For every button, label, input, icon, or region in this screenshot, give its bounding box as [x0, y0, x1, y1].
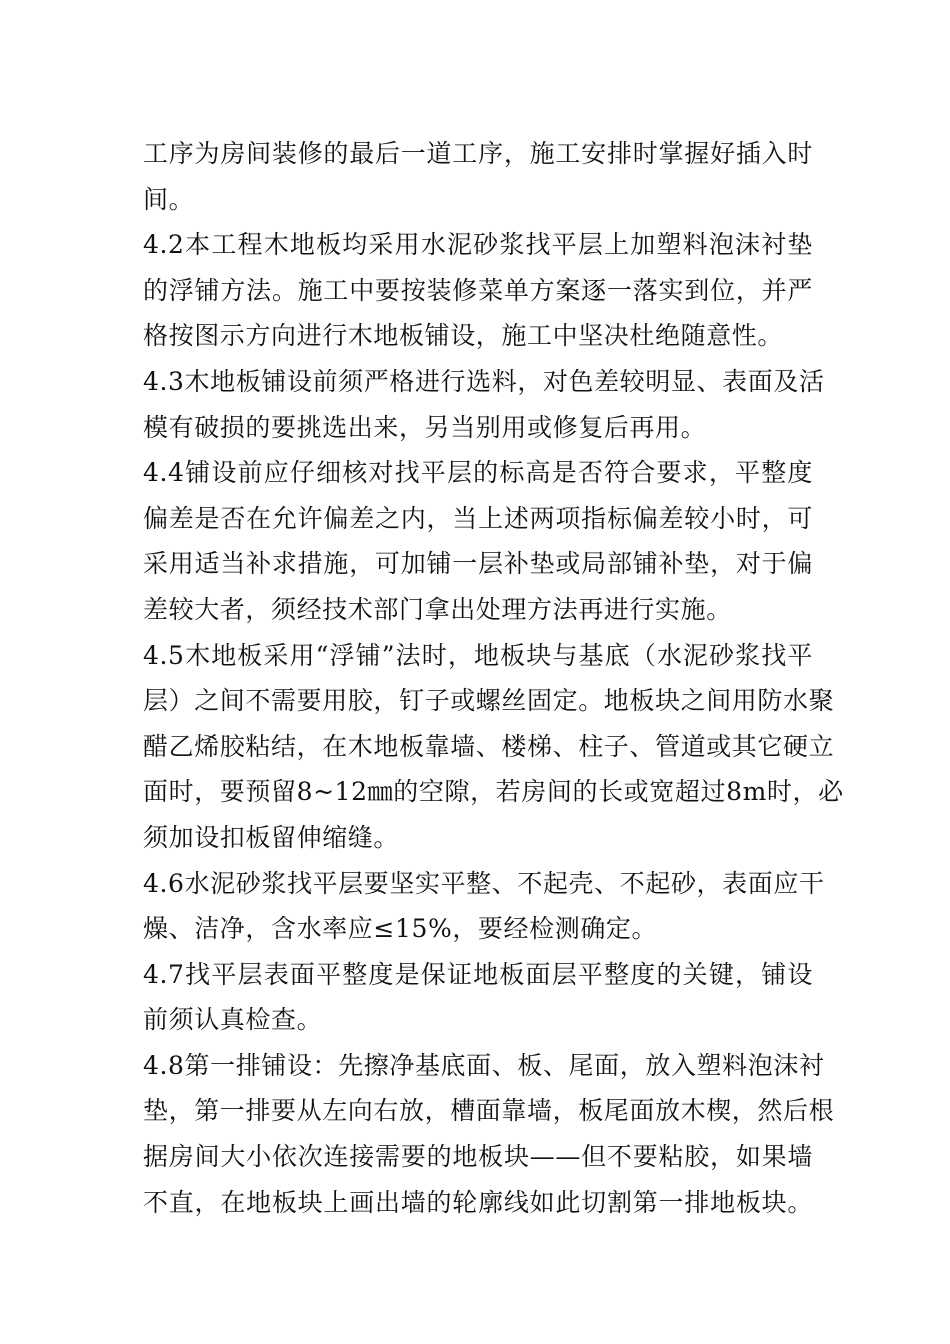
text-line-8: 4.4铺设前应仔细核对找平层的标高是否符合要求，平整度	[143, 458, 813, 488]
text-line-5: 格按图示方向进行木地板铺设，施工中坚决杜绝随意性。	[143, 321, 784, 351]
text-line-11: 差较大者，须经技术部门拿出处理方法再进行实施。	[143, 594, 732, 624]
text-line-7: 模有破损的要挑选出来，另当别用或修复后再用。	[143, 412, 707, 442]
text-line-13: 层）之间不需要用胶，钉子或螺丝固定。地板块之间用防水聚	[143, 686, 835, 716]
text-line-9: 偏差是否在允许偏差之内，当上述两项指标偏差较小时，可	[143, 503, 813, 533]
text-line-4: 的浮铺方法。施工中要按装修菜单方案逐一落实到位，并严	[143, 275, 813, 305]
text-line-15: 面时，要预留8~12㎜的空隙，若房间的长或宽超过8m时，必	[143, 777, 844, 807]
text-line-12: 4.5木地板采用“浮铺”法时，地板块与基底（水泥砂浆找平	[143, 640, 813, 670]
text-line-24: 不直，在地板块上画出墙的轮廓线如此切割第一排地板块。	[143, 1187, 813, 1217]
text-line-22: 垫，第一排要从左向右放，槽面靠墙，板尾面放木楔，然后根	[143, 1096, 835, 1126]
text-line-18: 燥、洁净，含水率应≤15%，要经检测确定。	[143, 914, 658, 944]
document-body	[143, 131, 844, 1225]
text-line-16: 须加设扣板留伸缩缝。	[143, 822, 400, 852]
text-line-14: 醋乙烯胶粘结，在木地板靠墙、楼梯、柱子、管道或其它硬立	[143, 731, 835, 761]
text-line-3: 4.2本工程木地板均采用水泥砂浆找平层上加塑料泡沫衬垫	[143, 230, 813, 260]
text-line-20: 前须认真检查。	[143, 1005, 323, 1035]
text-line-19: 4.7找平层表面平整度是保证地板面层平整度的关键，铺设	[143, 959, 813, 989]
text-line-1: 工序为房间装修的最后一道工序，施工安排时掌握好插入时	[143, 139, 813, 168]
text-line-6: 4.3木地板铺设前须严格进行选料，对色差较明显、表面及活	[143, 366, 825, 396]
text-line-21: 4.8第一排铺设：先擦净基底面、板、尾面，放入塑料泡沫衬	[143, 1050, 825, 1080]
text-line-2: 间。	[143, 184, 195, 214]
text-line-10: 采用适当补求措施，可加铺一层补垫或局部铺补垫，对于偏	[143, 549, 813, 579]
text-line-17: 4.6水泥砂浆找平层要坚实平整、不起壳、不起砂，表面应干	[143, 868, 825, 898]
text-line-23: 据房间大小依次连接需要的地板块——但不要粘胶，如果墙	[143, 1142, 813, 1172]
